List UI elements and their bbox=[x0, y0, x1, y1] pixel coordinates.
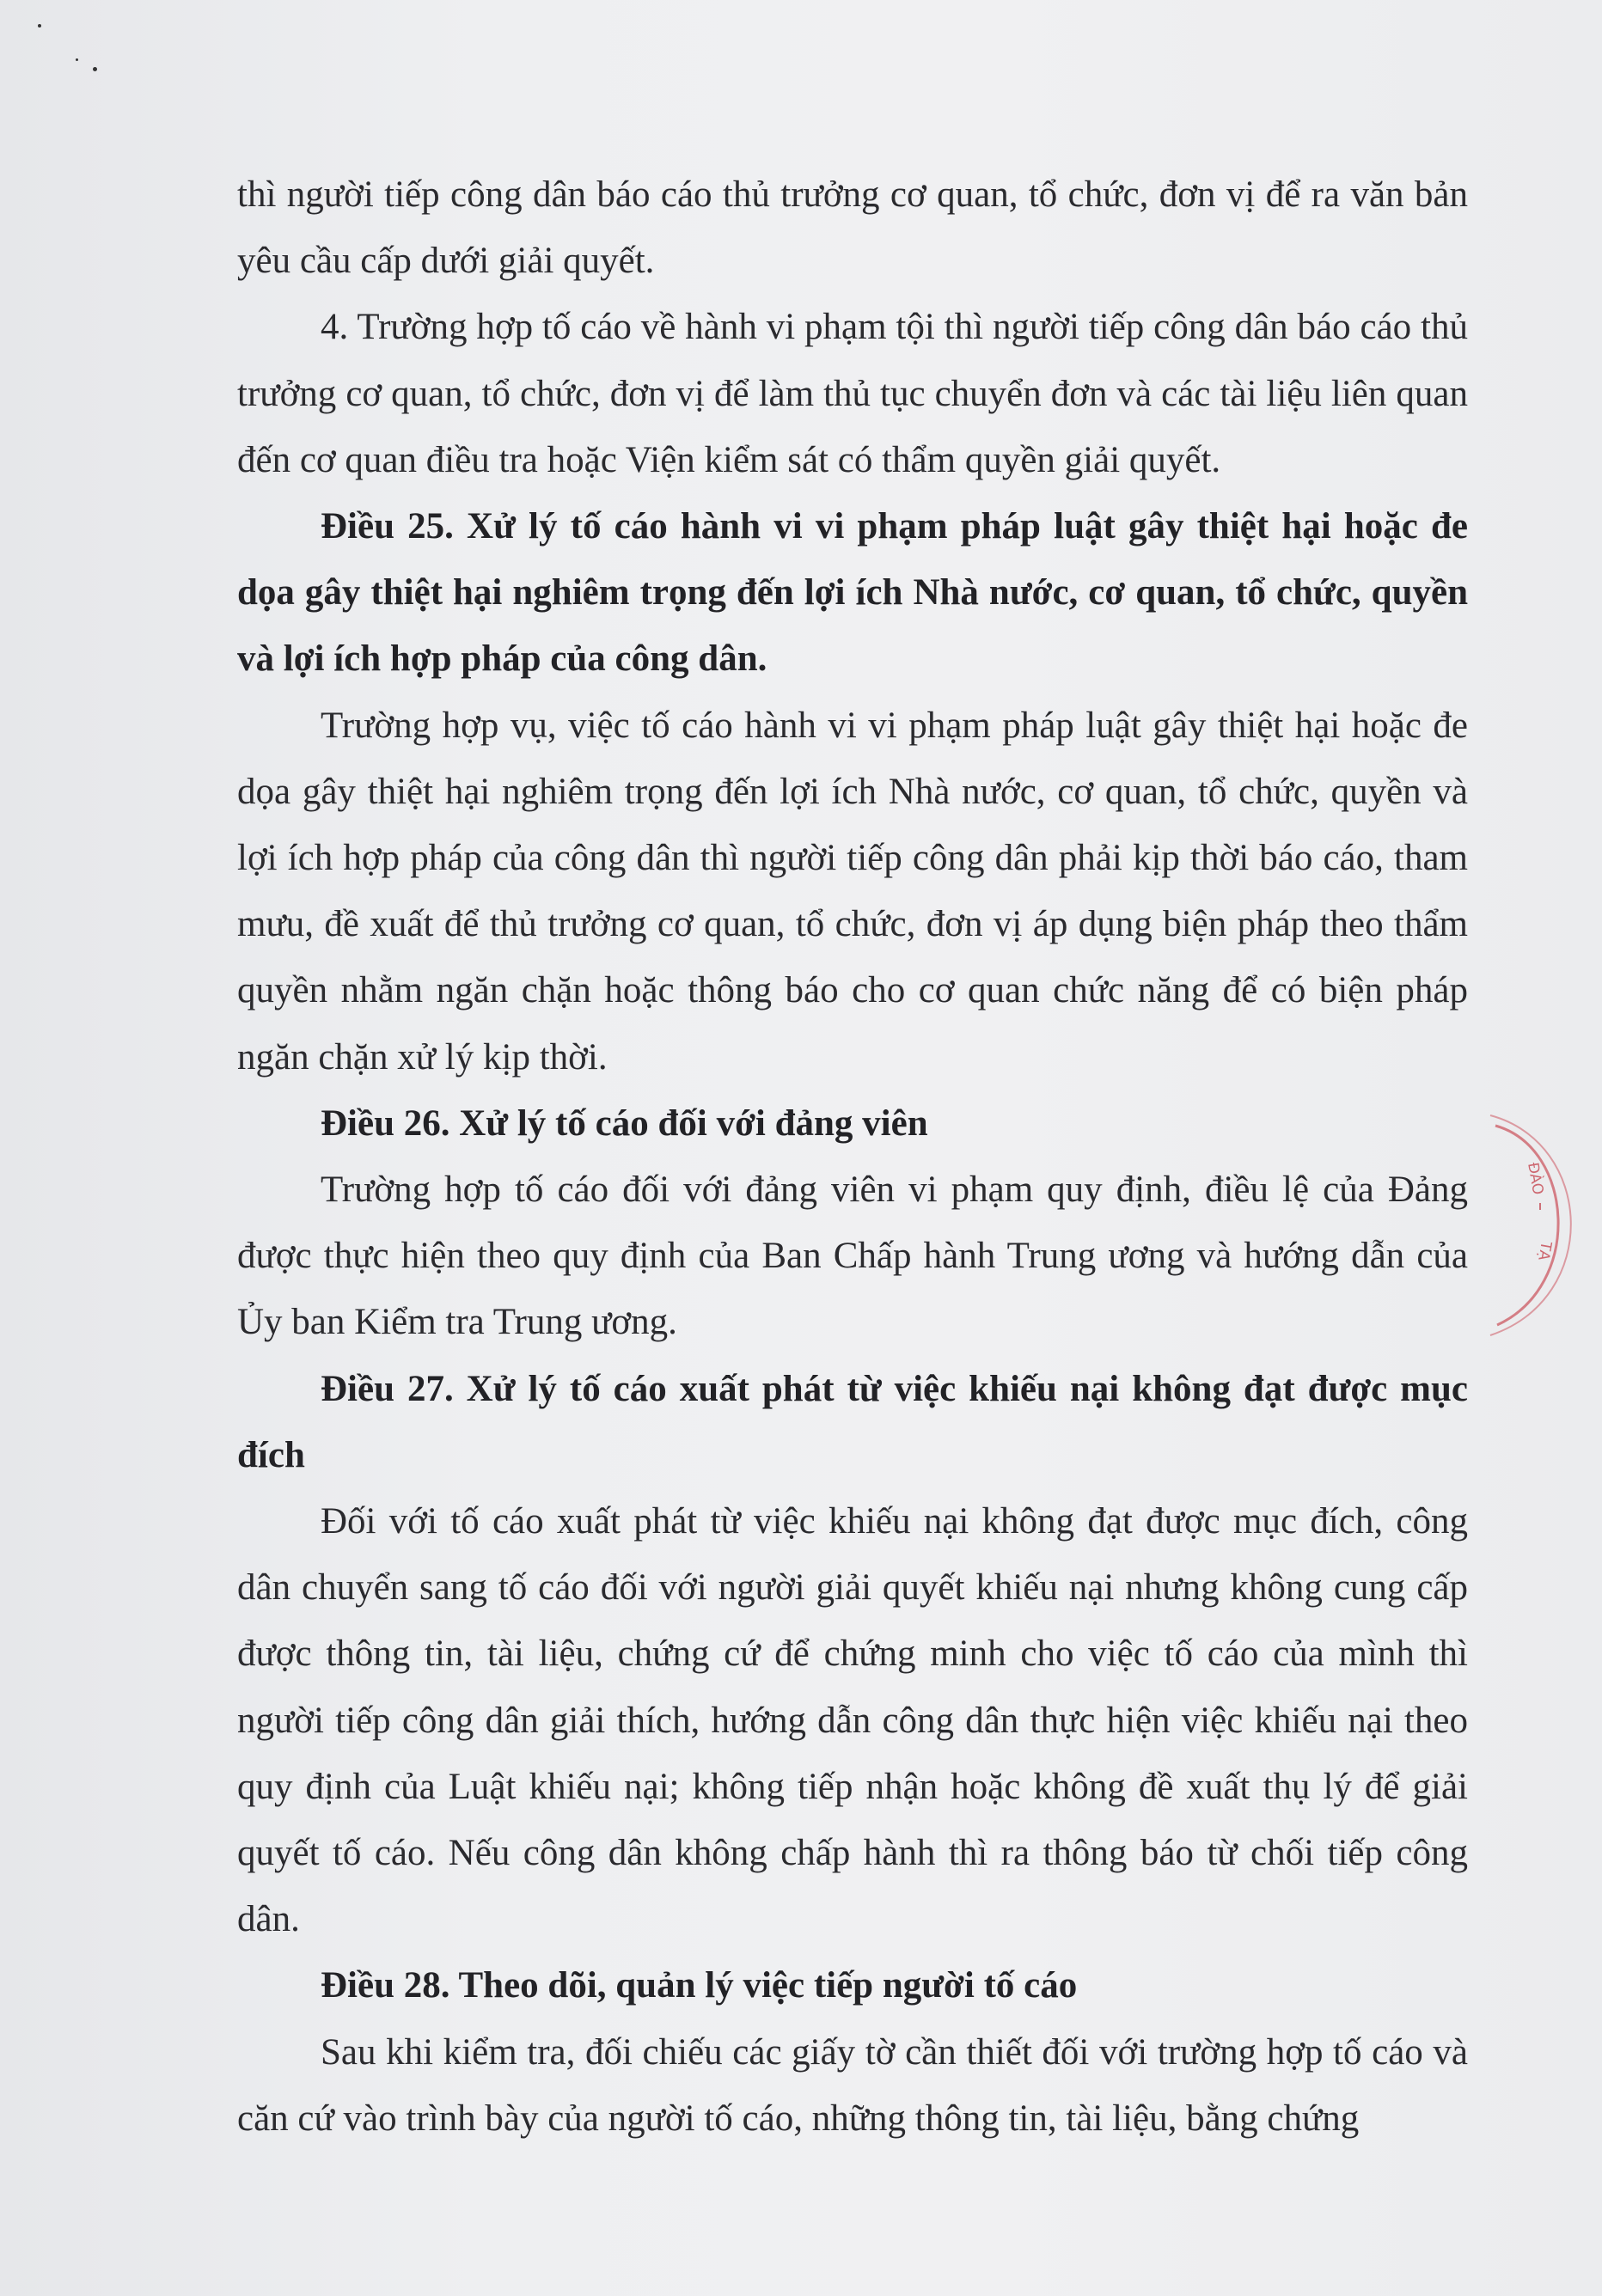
scan-speck bbox=[93, 67, 97, 71]
paragraph-continuation: thì người tiếp công dân báo cáo thủ trưởng cơ quan, tổ chức, đơn vị để ra văn bản yêu cầu cấp dưới giải quyết. bbox=[237, 174, 1468, 282]
article-28-body: Sau khi kiểm tra, đối chiếu các giấy tờ cần thiết đối với trường hợp tố cáo và căn cứ vào trình bày của người tố cáo, những thông tin, tài liệu, bằng chứng bbox=[237, 2031, 1468, 2139]
article-26-body: Trường hợp tố cáo đối với đảng viên vi phạm quy định, điều lệ của Đảng được thực hiện theo quy định của Ban Chấp hành Trung ương và hướng dẫn của Ủy ban Kiểm tra Trung ương. bbox=[237, 1169, 1468, 1343]
article-28-title: Điều 28. Theo dõi, quản lý việc tiếp người tố cáo bbox=[321, 1965, 1078, 2006]
paragraph-item-4: 4. Trường hợp tố cáo về hành vi phạm tội thì người tiếp công dân báo cáo thủ trưởng cơ quan, tổ chức, đơn vị để làm thủ tục chuyển đơn và các tài liệu liên quan đến cơ quan điều tra hoặc Viện kiểm sát có thẩm quyền giải quyết. bbox=[237, 307, 1468, 480]
article-26-title: Điều 26. Xử lý tố cáo đối với đảng viên bbox=[321, 1102, 928, 1144]
stamp-text-top: ĐÀO bbox=[1524, 1161, 1547, 1196]
red-seal-stamp bbox=[1480, 1114, 1602, 1337]
article-27-title: Điều 27. Xử lý tố cáo xuất phát từ việc khiếu nại không đạt được mục đích bbox=[237, 1368, 1468, 1475]
article-27-body: Đối với tố cáo xuất phát từ việc khiếu nại không đạt được mục đích, công dân chuyển sang tố cáo đối với người giải quyết khiếu nại nhưng không cung cấp được thông tin, tài liệu, chứng cứ để chứng minh cho việc tố cáo của mình thì người tiếp công dân giải thích, hướng dẫn công dân thực hiện việc khiếu nại theo quy định của Luật khiếu nại; không tiếp nhận hoặc không đề xuất thụ lý để giải quyết tố cáo. Nếu công dân không chấp hành thì ra thông báo từ chối tiếp công dân. bbox=[237, 1501, 1468, 1940]
scan-speck bbox=[76, 58, 78, 61]
document-text bbox=[237, 162, 1468, 2152]
scan-speck bbox=[38, 24, 41, 27]
stamp-text-mid: TẠ bbox=[1534, 1240, 1555, 1262]
article-25-body: Trường hợp vụ, việc tố cáo hành vi vi phạm pháp luật gây thiệt hại hoặc đe dọa gây thiệt hại nghiêm trọng đến lợi ích Nhà nước, cơ quan, tổ chức, quyền và lợi ích hợp pháp của công dân thì người tiếp công dân phải kịp thời báo cáo, tham mưu, đề xuất để thủ trưởng cơ quan, tổ chức, đơn vị áp dụng biện pháp theo thẩm quyền nhằm ngăn chặn hoặc thông báo cho cơ quan chức năng để có biện pháp ngăn chặn xử lý kịp thời. bbox=[237, 705, 1468, 1078]
article-25-title: Điều 25. Xử lý tố cáo hành vi vi phạm pháp luật gây thiệt hại hoặc đe dọa gây thiệt hại nghiêm trọng đến lợi ích Nhà nước, cơ quan, tổ chức, quyền và lợi ích hợp pháp của công dân. bbox=[237, 506, 1468, 680]
